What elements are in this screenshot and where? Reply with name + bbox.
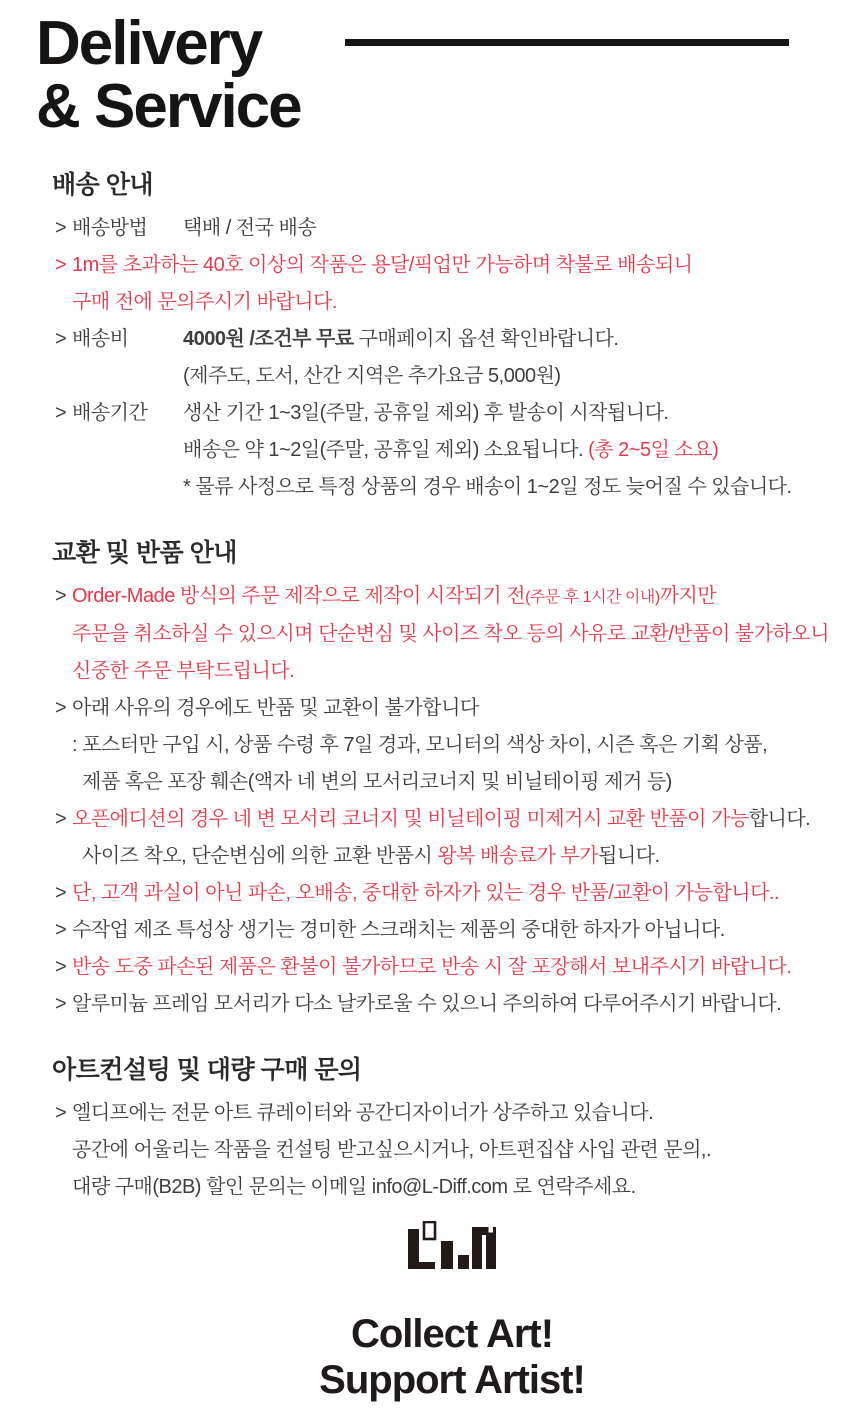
open-edition-line2: [72, 838, 852, 875]
open-edition-line1-red: 오픈에디션의 경우 네 변 모서리 코너지 및 비닐테이핑 미제거시 교환 반품이 가능: [72, 808, 749, 830]
open-edition-line2-red: 왕복 배송료가 부가: [437, 845, 599, 867]
brand-logo-wrap: [52, 1221, 852, 1275]
order-made-line1-post: 까지만: [659, 585, 717, 607]
order-made-line1-pre: Order-Made 방식의 주문 제작으로 제작이 시작되기 전: [72, 585, 526, 607]
frame-warning-item: [55, 986, 852, 1023]
slogan-line2: Support Artist!: [319, 1358, 585, 1402]
title-rule: [345, 39, 789, 46]
shipping-method-value: 택배 / 전국 배송: [183, 217, 317, 239]
order-made-line1: [72, 578, 852, 616]
no-return-line1: 아래 사유의 경우에도 반품 및 교환이 불가합니다: [72, 697, 479, 719]
defect-return-text: 단, 고객 과실이 아닌 파손, 오배송, 중대한 하자가 있는 경우 반품/교환이 가능합니다..: [72, 882, 780, 904]
shipping-fee-label: 배송비: [72, 328, 129, 350]
bullet-marker: >: [55, 697, 67, 719]
bullet-marker: >: [55, 919, 67, 941]
shipping-period-label: 배송기간: [72, 402, 148, 424]
consulting-line2: 공간에 어울리는 작품을 컨설팅 받고싶으시거나, 아트편집샵 사입 관련 문의,.: [72, 1139, 712, 1161]
shipping-method-row: [55, 210, 852, 247]
consulting-item: [55, 1095, 852, 1206]
page-title-line1: Delivery: [36, 9, 262, 78]
slogan-line1: Collect Art!: [350, 1312, 554, 1356]
shipping-period-row: [55, 395, 852, 506]
bullet-marker: >: [55, 585, 67, 607]
no-return-line3: 제품 혹은 포장 훼손(액자 네 변의 모서리코너지 및 비닐테이핑 제거 등): [82, 771, 672, 793]
shipping-section: [52, 168, 852, 506]
shipping-period-line3: * 물류 사정으로 특정 상품의 경우 배송이 1~2일 정도 늦어질 수 있습니다.: [183, 476, 792, 498]
open-edition-line2-black1: 사이즈 착오, 단순변심에 의한 교환 반품시: [82, 845, 438, 867]
brand-slogan: [52, 1311, 852, 1403]
shipping-period-line2: [183, 432, 852, 469]
bullet-marker: >: [55, 1102, 67, 1124]
shipping-heading: 배송 안내: [52, 171, 154, 199]
consulting-line3-pre: 대량 구매(B2B) 할인 문의는 이메일: [72, 1176, 372, 1198]
bullet-marker: >: [55, 328, 67, 350]
frame-warning-text: 알루미늄 프레임 모서리가 다소 날카로울 수 있으니 주의하여 다루어주시기 바랍니다.: [72, 993, 782, 1015]
oversize-notice-line2: 구매 전에 문의주시기 바랍니다.: [72, 291, 337, 313]
shipping-fee-row: [55, 321, 852, 395]
exchange-heading: 교환 및 반품 안내: [52, 539, 237, 567]
bullet-marker: >: [55, 402, 67, 424]
exchange-return-section: [52, 536, 852, 1023]
order-made-item: [55, 578, 852, 690]
open-edition-item: [55, 801, 852, 875]
bullet-marker: >: [55, 217, 67, 239]
bullet-marker: >: [55, 882, 67, 904]
page-header: [0, 0, 860, 141]
shipping-period-line2-black: 배송은 약 1~2일(주말, 공휴일 제외) 소요됩니다.: [183, 439, 589, 461]
shipping-fee-value: [183, 321, 852, 358]
bullet-marker: >: [55, 254, 67, 276]
scratch-note-text: 수작업 제조 특성상 생기는 경미한 스크래치는 제품의 중대한 하자가 아닙니다.: [72, 919, 725, 941]
return-shipping-warning-text: 반송 도중 파손된 제품은 환불이 불가하므로 반송 시 잘 포장해서 보내주시기 바랍니다.: [72, 956, 792, 978]
consulting-section: [52, 1053, 852, 1206]
order-made-line2: 주문을 취소하실 수 있으시며 단순변심 및 사이즈 착오 등의 사유로 교환/반품이 불가하오니: [72, 623, 830, 645]
open-edition-line2-black2: 됩니다.: [598, 845, 660, 867]
bullet-marker: >: [55, 993, 67, 1015]
consulting-line1: 엘디프에는 전문 아트 큐레이터와 공간디자이너가 상주하고 있습니다.: [72, 1102, 654, 1124]
open-edition-line1: [72, 801, 852, 838]
ldiff-logo-icon: [408, 1221, 496, 1269]
order-made-line3: 신중한 주문 부탁드립니다.: [72, 660, 295, 682]
order-made-line1-small: (주문 후 1시간 이내): [525, 589, 660, 606]
scratch-note-item: [55, 912, 852, 949]
shipping-period-line2-red: (총 2~5일 소요): [588, 439, 719, 461]
notice-content: [0, 168, 860, 1403]
oversize-notice: [55, 247, 852, 321]
shipping-period-line1: 생산 기간 1~3일(주말, 공휴일 제외) 후 발송이 시작됩니다.: [183, 402, 669, 424]
page-title: [36, 9, 860, 141]
contact-email: info@L-Diff.com: [371, 1176, 508, 1198]
defect-return-item: [55, 875, 852, 912]
page-title-line2: & Service: [36, 72, 301, 141]
consulting-line3-post: 로 연락주세요.: [507, 1176, 636, 1198]
open-edition-line1-black: 합니다.: [748, 808, 811, 830]
oversize-notice-line1: 1m를 초과하는 40호 이상의 작품은 용달/픽업만 가능하며 착불로 배송되니: [72, 254, 693, 276]
shipping-fee-note: 구매페이지 옵션 확인바랍니다.: [353, 328, 619, 350]
consulting-heading: 아트컨설팅 및 대량 구매 문의: [52, 1056, 362, 1084]
consulting-line3: [72, 1169, 852, 1206]
bullet-marker: >: [55, 956, 67, 978]
return-shipping-warning-item: [55, 949, 852, 986]
no-return-cases-item: [55, 690, 852, 801]
shipping-fee-amount: 4000원 /조건부 무료: [183, 328, 354, 350]
bullet-marker: >: [55, 808, 67, 830]
shipping-method-label: 배송방법: [72, 217, 148, 239]
shipping-fee-surcharge-note: (제주도, 도서, 산간 지역은 추가요금 5,000원): [183, 365, 561, 387]
no-return-line2: : 포스터만 구입 시, 상품 수령 후 7일 경과, 모니터의 색상 차이, 시즌 혹은 기획 상품,: [72, 734, 768, 756]
